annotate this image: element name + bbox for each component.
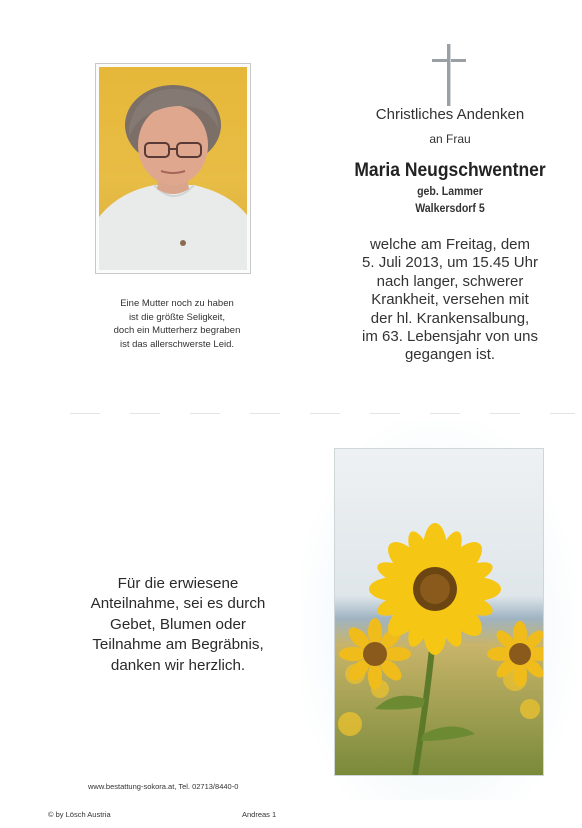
portrait-illustration — [99, 67, 247, 270]
cross-icon — [432, 44, 466, 106]
thanks-line: Teilnahme am Begräbnis, — [92, 636, 264, 654]
sunflower-illustration — [335, 449, 543, 775]
copyright-notice: © by Lösch Austria — [48, 810, 111, 819]
deceased-name: Maria Neugschwentner — [354, 160, 546, 181]
announcement-line: der hl. Krankensalbung, — [370, 309, 530, 327]
sunflower-photo — [334, 448, 544, 776]
announcement-line: welche am Freitag, dem — [369, 236, 531, 253]
poem-line: Eine Mutter noch zu haben — [120, 298, 234, 309]
thank-you-text — [58, 574, 298, 676]
death-announcement — [330, 236, 570, 365]
poem-line: ist das allerschwerste Leid. — [119, 338, 235, 350]
thanks-line: Anteilnahme, sei es durch — [90, 595, 266, 613]
card-heading: Christliches Andenken — [375, 106, 525, 123]
maiden-name: geb. Lammer — [417, 186, 483, 198]
design-id: Andreas 1 — [242, 810, 277, 819]
thanks-line: danken wir herzlich. — [110, 656, 246, 674]
thanks-line: Für die erwiesene — [117, 575, 239, 592]
announcement-line: nach langer, schwerer — [376, 272, 524, 290]
announcement-line: Krankheit, versehen mit — [371, 291, 529, 309]
funeral-home-contact: www.bestattung-sokora.at, Tel. 02713/8440-0 — [88, 782, 239, 791]
announcement-line: 5. Juli 2013, um 15.45 Uhr — [362, 254, 538, 272]
poem-line: doch ein Mutterherz begraben — [113, 325, 241, 336]
memorial-poem — [74, 297, 280, 351]
announcement-line: gegangen ist. — [404, 346, 496, 364]
portrait-frame — [95, 63, 251, 274]
announcement-line: im 63. Lebensjahr von uns — [362, 328, 538, 346]
fold-line — [70, 413, 575, 414]
thanks-line: Gebet, Blumen oder — [110, 615, 246, 633]
salutation: an Frau — [429, 132, 471, 146]
poem-line: ist die größte Seligkeit, — [128, 311, 226, 323]
address: Walkersdorf 5 — [415, 203, 485, 215]
portrait-photo — [99, 67, 247, 270]
